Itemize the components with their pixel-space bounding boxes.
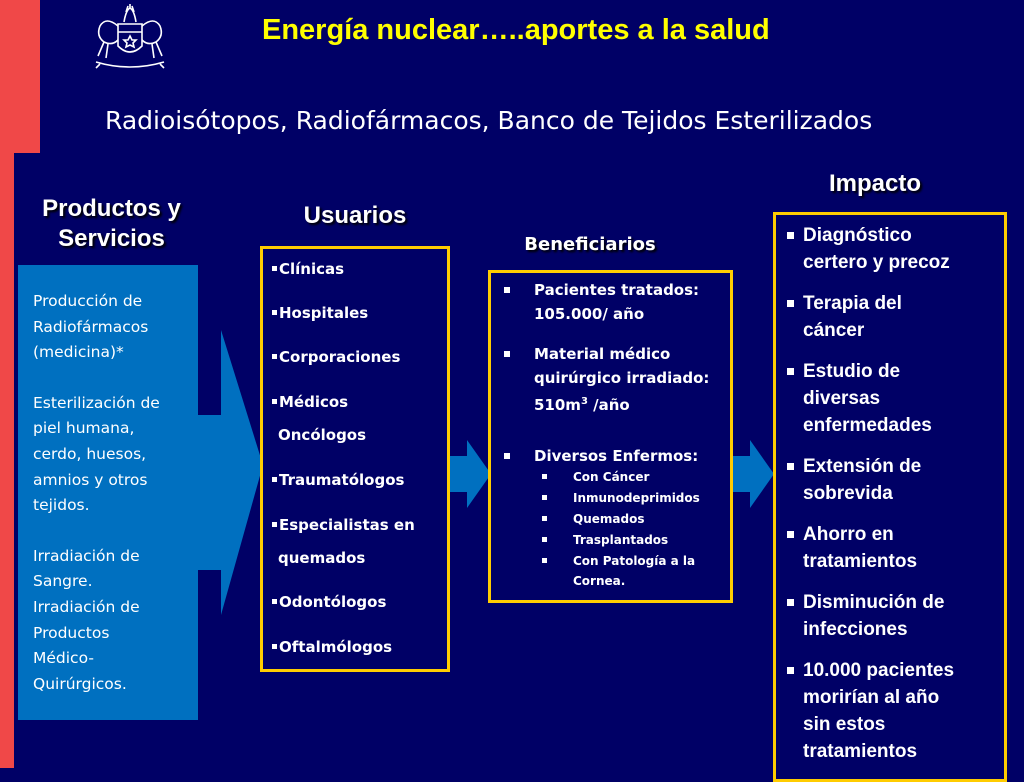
square-bullet-icon bbox=[787, 300, 794, 307]
impacto-heading: Impacto bbox=[828, 170, 921, 197]
list-item-label: Odontólogos bbox=[279, 593, 387, 611]
list-item-label: Traumatólogos bbox=[279, 471, 405, 489]
list-item-label: Especialistas en bbox=[279, 516, 415, 534]
square-bullet-icon bbox=[272, 399, 277, 404]
slide-subtitle: Radioisótopos, Radiofármacos, Banco de Tejidos Esterilizados bbox=[105, 106, 873, 135]
list-item-text: Material médico bbox=[534, 345, 671, 363]
sublist-item-text: Quemados bbox=[573, 512, 645, 526]
productos-heading-line2: Servicios bbox=[58, 225, 165, 252]
list-item-text: Disminución de bbox=[803, 592, 945, 613]
square-bullet-icon bbox=[542, 558, 547, 563]
list-item-text: Ahorro en bbox=[803, 524, 894, 545]
list-item-text: 10.000 pacientes bbox=[803, 660, 955, 681]
arrow-right-icon bbox=[447, 440, 491, 508]
square-bullet-icon bbox=[272, 644, 277, 649]
productos-text bbox=[33, 289, 183, 697]
volume-exponent: 3 bbox=[580, 396, 588, 407]
list-item-text: certero y precoz bbox=[803, 252, 950, 273]
square-bullet-icon bbox=[272, 354, 277, 359]
sublist-item bbox=[542, 509, 644, 529]
text-line: cerdo, huesos, bbox=[33, 444, 147, 463]
square-bullet-icon bbox=[542, 516, 547, 521]
text-line: amnios y otros bbox=[33, 470, 148, 489]
list-item bbox=[272, 391, 348, 413]
list-item-text: Diagnóstico bbox=[803, 225, 912, 246]
square-bullet-icon bbox=[272, 266, 277, 271]
productos-heading-line1: Productos y bbox=[42, 195, 181, 222]
spacer bbox=[33, 366, 183, 391]
decorative-side-bar-top bbox=[0, 0, 40, 153]
list-item bbox=[272, 591, 386, 613]
list-item-label: Médicos bbox=[279, 393, 349, 411]
text-line: Producción de bbox=[33, 292, 143, 310]
square-bullet-icon bbox=[787, 232, 794, 239]
square-bullet-icon bbox=[272, 310, 277, 315]
sublist-item bbox=[542, 488, 700, 508]
text-line: Sangre. bbox=[33, 572, 93, 591]
square-bullet-icon bbox=[787, 463, 794, 470]
list-item-label: Clínicas bbox=[279, 260, 345, 278]
square-bullet-icon bbox=[542, 495, 547, 500]
list-item-text bbox=[534, 391, 729, 416]
square-bullet-icon bbox=[787, 368, 794, 375]
decorative-side-bar-bottom bbox=[0, 153, 14, 768]
list-item-label: Hospitales bbox=[279, 304, 369, 322]
square-bullet-icon bbox=[787, 599, 794, 606]
list-item-text: sobrevida bbox=[803, 483, 893, 504]
sublist-item bbox=[542, 467, 649, 487]
list-item-text: tratamientos bbox=[803, 551, 918, 572]
list-item-label: Corporaciones bbox=[279, 348, 401, 366]
list-item-text: sin estos bbox=[803, 714, 886, 735]
productos-heading bbox=[24, 194, 199, 254]
list-item-continuation: quemados bbox=[278, 549, 366, 567]
list-item-text: cáncer bbox=[803, 320, 865, 341]
list-item-text: quirúrgico irradiado: bbox=[534, 369, 710, 387]
coat-of-arms-icon bbox=[82, 2, 178, 72]
square-bullet-icon bbox=[542, 474, 547, 479]
volume-value: 510m bbox=[534, 396, 581, 414]
list-item bbox=[272, 346, 400, 368]
sublist-item-text: Cornea. bbox=[573, 574, 626, 588]
slide-title: Energía nuclear…..aportes a la salud bbox=[262, 14, 770, 46]
beneficiarios-heading: Beneficiarios bbox=[524, 234, 656, 255]
sublist-item-text: Trasplantados bbox=[573, 533, 669, 547]
list-item-continuation: Oncólogos bbox=[278, 426, 367, 444]
list-item-text: tratamientos bbox=[803, 741, 918, 762]
volume-unit: /año bbox=[587, 396, 630, 414]
list-item-text: 105.000/ año bbox=[534, 305, 645, 323]
square-bullet-icon bbox=[504, 287, 510, 293]
text-line: Productos bbox=[33, 623, 110, 642]
list-item bbox=[272, 302, 368, 324]
list-item-text: Estudio de bbox=[803, 361, 901, 382]
text-line: Médico- bbox=[33, 649, 94, 668]
square-bullet-icon bbox=[542, 537, 547, 542]
sublist-item bbox=[542, 551, 695, 571]
text-line: tejidos. bbox=[33, 496, 90, 515]
list-item-text: Pacientes tratados: bbox=[534, 281, 700, 299]
text-line: Radiofármacos bbox=[33, 317, 149, 336]
text-line: Esterilización de bbox=[33, 393, 160, 412]
list-item bbox=[272, 514, 415, 536]
spacer bbox=[33, 519, 183, 544]
list-item-label: Oftalmólogos bbox=[279, 638, 393, 656]
list-item-text: morirían al año bbox=[803, 687, 940, 708]
list-item bbox=[272, 469, 404, 491]
sublist-item-text: Con Patología a la bbox=[573, 554, 696, 568]
square-bullet-icon bbox=[787, 531, 794, 538]
list-item bbox=[272, 258, 344, 280]
list-item-text: diversas bbox=[803, 388, 881, 409]
square-bullet-icon bbox=[787, 667, 794, 674]
list-item-text: Diversos Enfermos: bbox=[534, 447, 699, 465]
text-line: (medicina)* bbox=[33, 343, 124, 362]
sublist-item bbox=[542, 530, 668, 550]
list-item-text: Extensión de bbox=[803, 456, 922, 477]
sublist-item bbox=[573, 571, 625, 591]
sublist-item-text: Con Cáncer bbox=[573, 470, 650, 484]
list-item-text: Terapia del bbox=[803, 293, 902, 314]
list-item bbox=[272, 636, 392, 658]
square-bullet-icon bbox=[272, 477, 277, 482]
usuarios-heading: Usuarios bbox=[303, 202, 407, 229]
text-line: Irradiación de bbox=[33, 597, 140, 616]
sublist-item-text: Inmunodeprimidos bbox=[573, 491, 700, 505]
text-line: Irradiación de bbox=[33, 546, 140, 565]
square-bullet-icon bbox=[504, 453, 510, 459]
list-item-text: infecciones bbox=[803, 619, 908, 640]
arrow-right-icon bbox=[730, 440, 774, 508]
text-line: Quirúrgicos. bbox=[33, 674, 127, 693]
square-bullet-icon bbox=[272, 522, 277, 527]
square-bullet-icon bbox=[504, 351, 510, 357]
text-line: piel humana, bbox=[33, 419, 135, 438]
list-item-text: enfermedades bbox=[803, 415, 932, 436]
square-bullet-icon bbox=[272, 599, 277, 604]
